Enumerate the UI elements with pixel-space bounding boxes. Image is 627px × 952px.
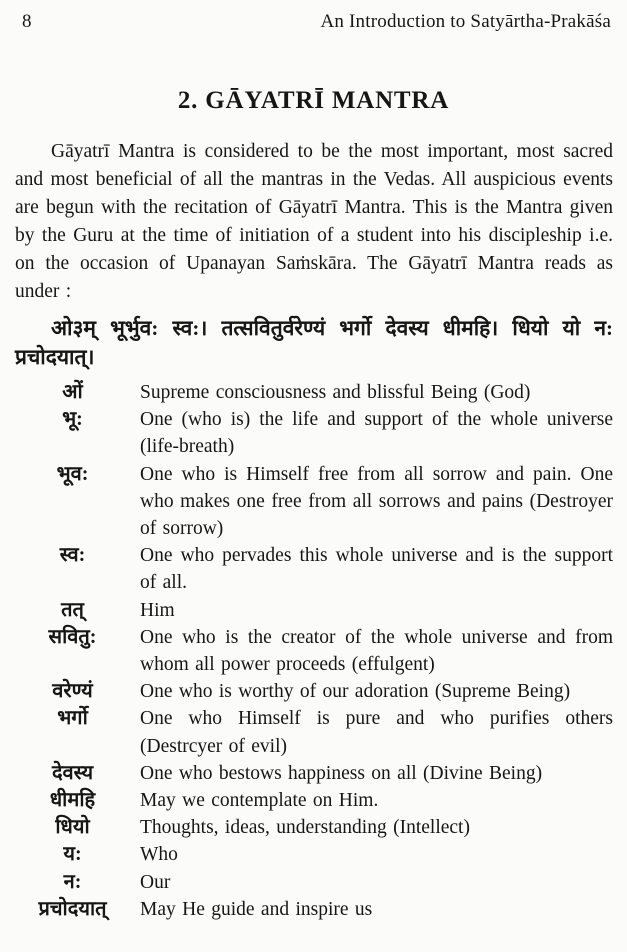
glossary-definition: Our [140, 871, 171, 893]
glossary-row [15, 597, 613, 624]
page-number: 8 [22, 11, 32, 32]
mantra-devanagari: ओ३म् भूर्भुव: स्व:। तत्सवितुर्वरेण्यं भर्गो देवस्य धीमहि। धियो यो न: प्रचोदयात्। [15, 316, 613, 369]
glossary-row [15, 814, 613, 841]
section-title: 2. GĀYATRĪ MANTRA [177, 87, 450, 114]
glossary-term: स्व: [59, 544, 86, 567]
glossary-row [15, 760, 613, 787]
glossary-term: न: [63, 870, 82, 893]
glossary-term: प्रचोदयात् [38, 897, 107, 920]
glossary-row [15, 869, 613, 896]
glossary-term: धियो [55, 816, 90, 839]
glossary-row [15, 896, 613, 923]
glossary-definition: May He guide and inspire us [140, 898, 373, 920]
glossary-term: भू: [62, 408, 83, 431]
glossary-definition: One who pervades this whole universe and is the support of all. [140, 545, 613, 594]
mantra-glossary [15, 379, 613, 923]
glossary-row [15, 542, 613, 596]
glossary-row [15, 406, 613, 460]
glossary-row [15, 461, 613, 543]
glossary-row [15, 379, 613, 406]
glossary-term: तत् [61, 598, 84, 621]
glossary-row [15, 841, 613, 868]
glossary-term: भूव: [56, 462, 89, 485]
glossary-term: ओं [62, 381, 83, 403]
glossary-definition: One who is the creator of the whole universe and from whom all power proceeds (effulgent) [140, 626, 613, 676]
glossary-definition: Thoughts, ideas, understanding (Intellect) [140, 817, 470, 839]
glossary-definition: One (who is) the life and support of the whole universe (life-breath) [140, 409, 613, 458]
glossary-definition: Him [140, 599, 175, 621]
glossary-term: भर्गो [57, 707, 88, 730]
glossary-term: देवस्य [51, 761, 94, 784]
running-header [0, 0, 627, 34]
glossary-definition: One who is Himself free from all sorrow and pain. One who makes one free from all sorrows and pains (Destroyer of sorrow) [140, 463, 613, 540]
running-title: An Introduction to Satyārtha-Prakāśa [320, 11, 611, 32]
glossary-term: वरेण्यं [52, 680, 93, 703]
glossary-definition: One who bestows happiness on all (Divine Being) [140, 762, 543, 784]
glossary-row [15, 705, 613, 759]
glossary-row [15, 624, 613, 678]
glossary-definition: Supreme consciousness and blissful Being (God) [140, 382, 531, 403]
glossary-definition: One who Himself is pure and who purifies others (Destrcyer of evil) [140, 708, 613, 757]
intro-paragraph: Gāyatrī Mantra is considered to be the most important, most sacred and most beneficial of all the mantras in the Vedas. All auspicious events are begun with the recitation of Gāyatrī Mantra. This is the Mantra given by the Guru at the time of initiation of a student into his discipleship i.e. on the occasion of Upanayan Saṁskāra. The Gāyatrī Mantra reads as under : [15, 141, 613, 302]
glossary-term: सवितु: [48, 625, 97, 648]
glossary-term: य: [63, 843, 82, 866]
glossary-row [15, 678, 613, 705]
glossary-definition: May we contemplate on Him. [140, 790, 379, 812]
glossary-definition: Who [140, 844, 178, 866]
glossary-term: धीमहि [49, 789, 96, 812]
glossary-definition: One who is worthy of our adoration (Supreme Being) [140, 681, 571, 703]
glossary-row [15, 787, 613, 814]
